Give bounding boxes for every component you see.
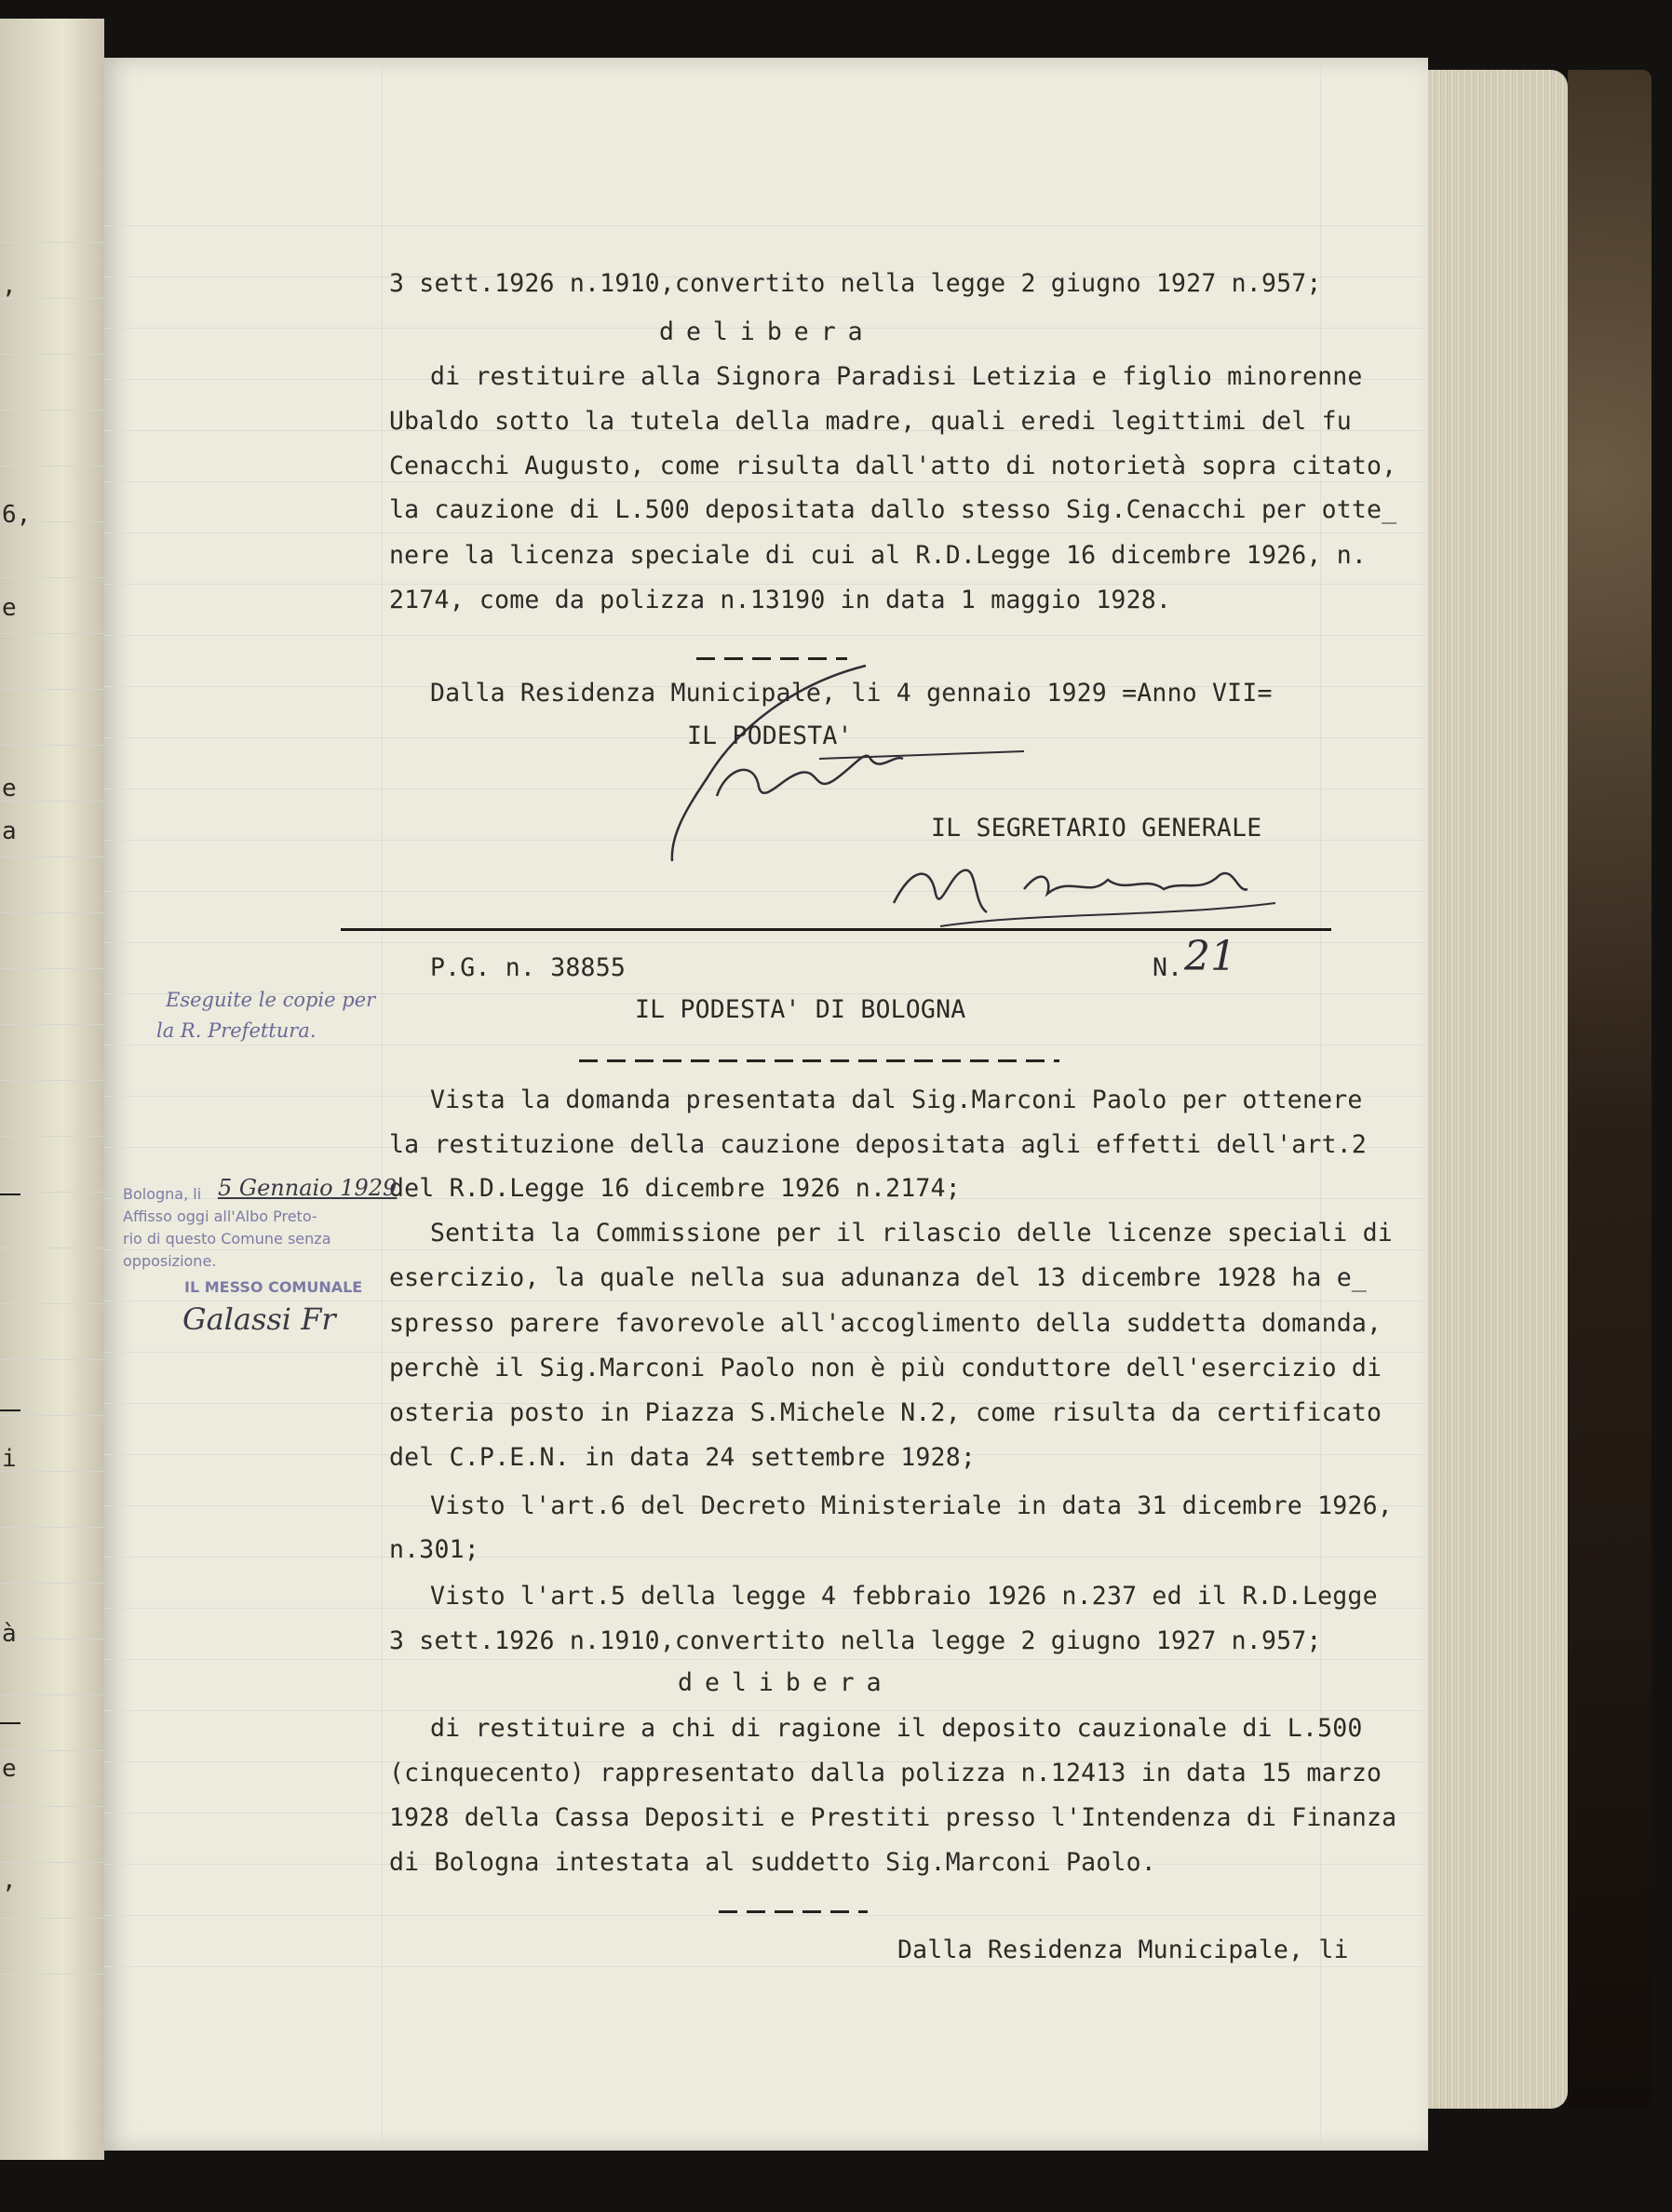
albo-date-handwritten: 5 Gennaio 1929 xyxy=(218,1175,398,1201)
text-line: di restituire alla Signora Paradisi Letizia e figlio minorenne xyxy=(430,362,1363,391)
text-line: di Bologna intestata al suddetto Sig.Marconi Paolo. xyxy=(389,1848,1156,1877)
text-line: 1928 della Cassa Depositi e Prestiti presso l'Intendenza di Finanza xyxy=(389,1803,1397,1832)
text-line: del C.P.E.N. in data 24 settembre 1928; xyxy=(389,1443,977,1472)
book-page-edges xyxy=(1428,70,1568,2109)
copies-stamp-line2: la R. Prefettura. xyxy=(156,1019,317,1042)
text-line: n.301; xyxy=(389,1535,479,1564)
separator-dashes xyxy=(696,657,847,660)
text-line: Sentita la Commissione per il rilascio delle licenze speciali di xyxy=(430,1219,1393,1248)
albo-stamp-line3: rio di questo Comune senza xyxy=(123,1230,331,1248)
text-line: del R.D.Legge 16 dicembre 1926 n.2174; xyxy=(389,1174,961,1203)
text-line: spresso parere favorevole all'accoglimento della suddetta domanda, xyxy=(389,1309,1382,1338)
text-line: Cenacchi Augusto, come risulta dall'atto di notorietà sopra citato, xyxy=(389,452,1397,480)
delibera-heading: delibera xyxy=(678,1668,894,1697)
text-line: Visto l'art.6 del Decreto Ministeriale in data 31 dicembre 1926, xyxy=(430,1491,1393,1520)
left-page-fragment: e xyxy=(2,594,17,622)
book-cover xyxy=(1568,70,1652,2109)
text-line: 2174, come da polizza n.13190 in data 1 maggio 1928. xyxy=(389,586,1172,614)
left-page-fragment: , xyxy=(2,272,17,300)
left-page-fragment: , xyxy=(2,1867,17,1895)
text-line: (cinquecento) rappresentato dalla polizza n.12413 in data 15 marzo xyxy=(389,1759,1382,1787)
separator-dashes xyxy=(719,1910,868,1913)
text-line: osteria posto in Piazza S.Michele N.2, come risulta da certificato xyxy=(389,1398,1382,1427)
text-line: esercizio, la quale nella sua adunanza del 13 dicembre 1928 ha e_ xyxy=(389,1263,1368,1292)
left-page-rule xyxy=(0,1722,20,1724)
left-page-fragment: i xyxy=(2,1445,17,1473)
text-line: 3 sett.1926 n.1910,convertito nella legge 2 giugno 1927 n.957; xyxy=(389,269,1322,298)
text-line: la restituzione della cauzione depositata agli effetti dell'art.2 xyxy=(389,1130,1368,1159)
podesta-label: IL PODESTA' xyxy=(687,722,853,750)
left-page-rule xyxy=(0,1194,20,1195)
albo-stamp-line2: Affisso oggi all'Albo Preto- xyxy=(123,1207,317,1225)
pg-number: P.G. n. 38855 xyxy=(430,953,627,982)
podesta-bologna-heading: IL PODESTA' DI BOLOGNA xyxy=(635,995,966,1024)
text-line: di restituire a chi di ragione il deposito cauzionale di L.500 xyxy=(430,1714,1363,1743)
left-page-fragment: e xyxy=(2,1755,17,1783)
text-line: 3 sett.1926 n.1910,convertito nella legge 2 giugno 1927 n.957; xyxy=(389,1626,1322,1655)
messo-comunale-stamp: IL MESSO COMUNALE xyxy=(184,1278,363,1296)
left-page-fragment: à xyxy=(2,1620,17,1648)
secretary-label: IL SEGRETARIO GENERALE xyxy=(931,814,1262,843)
albo-stamp-line4: opposizione. xyxy=(123,1252,217,1270)
left-page-fragment: 6, xyxy=(2,501,32,529)
secretary-signature xyxy=(884,838,1294,940)
heading-underline-dashes xyxy=(579,1059,1059,1062)
left-page-fragment: e xyxy=(2,775,17,803)
text-line: nere la licenza speciale di cui al R.D.Legge 16 dicembre 1926, n. xyxy=(389,541,1368,570)
residence-date-line: Dalla Residenza Municipale, li 4 gennaio 1929 =Anno VII= xyxy=(430,679,1273,708)
copies-stamp-line1: Eseguite le copie per xyxy=(166,989,376,1011)
text-line: la cauzione di L.500 depositata dallo stesso Sig.Cenacchi per otte_ xyxy=(389,495,1397,524)
text-line: Visto l'art.5 della legge 4 febbraio 1926 n.237 ed il R.D.Legge xyxy=(430,1582,1378,1611)
section-divider xyxy=(341,928,1331,931)
n-label: N. xyxy=(1153,953,1183,982)
text-line: Vista la domanda presentata dal Sig.Marconi Paolo per ottenere xyxy=(430,1086,1363,1114)
left-page-rule xyxy=(0,1409,20,1411)
messo-signature: Galassi Fr xyxy=(182,1302,336,1337)
albo-stamp-prefix: Bologna, li xyxy=(123,1185,202,1203)
text-line: Ubaldo sotto la tutela della madre, quali eredi legittimi del fu xyxy=(389,407,1352,436)
left-facing-page xyxy=(0,19,104,2160)
n-value-handwritten: 21 xyxy=(1184,933,1236,980)
delibera-heading: delibera xyxy=(659,317,875,346)
residence-date-line: Dalla Residenza Municipale, li xyxy=(897,1936,1349,1964)
left-page-fragment: a xyxy=(2,817,17,845)
text-line: perchè il Sig.Marconi Paolo non è più conduttore dell'esercizio di xyxy=(389,1354,1382,1382)
